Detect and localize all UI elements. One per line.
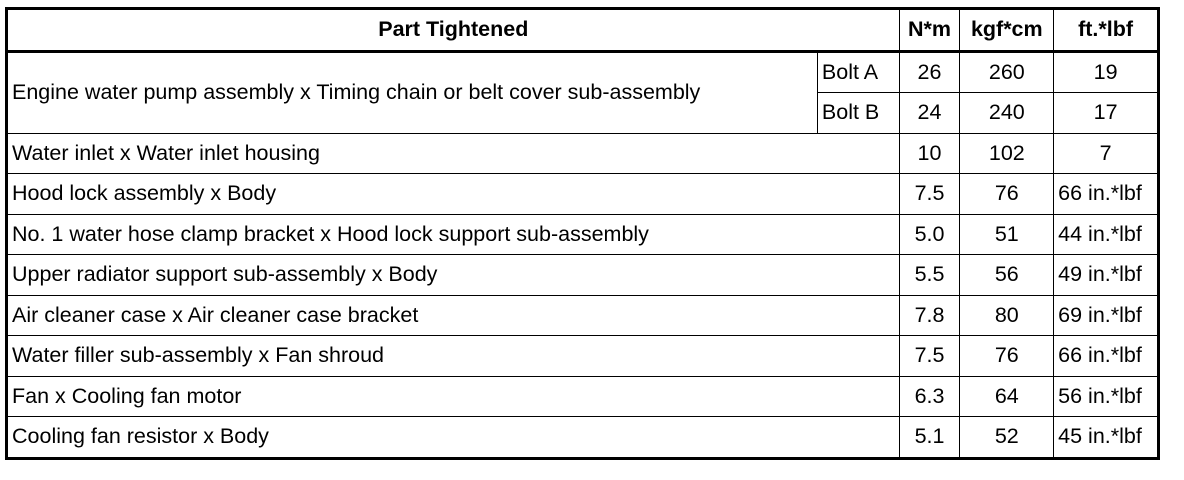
part-name-cell: Air cleaner case x Air cleaner case bracket <box>7 295 900 336</box>
bolt-label-cell: Bolt B <box>817 93 899 134</box>
kgf-cm-cell: 102 <box>960 133 1054 174</box>
kgf-cm-cell: 52 <box>960 417 1054 459</box>
table-row <box>7 214 1159 255</box>
ft-lbf-cell: 69 in.*lbf <box>1054 295 1159 336</box>
ft-lbf-cell: 49 in.*lbf <box>1054 255 1159 296</box>
kgf-cm-cell: 260 <box>960 51 1054 93</box>
header-ft-lbf: ft.*lbf <box>1054 9 1159 52</box>
header-kgf-cm: kgf*cm <box>960 9 1054 52</box>
nm-cell: 5.1 <box>899 417 960 459</box>
kgf-cm-cell: 80 <box>960 295 1054 336</box>
part-name-cell: Engine water pump assembly x Timing chain or belt cover sub-assembly <box>7 51 818 133</box>
nm-cell: 7.8 <box>899 295 960 336</box>
nm-cell: 7.5 <box>899 336 960 377</box>
part-name-cell: Fan x Cooling fan motor <box>7 376 900 417</box>
table-row <box>7 417 1159 459</box>
ft-lbf-cell: 7 <box>1054 133 1159 174</box>
table-row <box>7 295 1159 336</box>
ft-lbf-cell: 17 <box>1054 93 1159 134</box>
ft-lbf-cell: 19 <box>1054 51 1159 93</box>
kgf-cm-cell: 76 <box>960 174 1054 215</box>
nm-cell: 24 <box>899 93 960 134</box>
bolt-label-cell: Bolt A <box>817 51 899 93</box>
kgf-cm-cell: 64 <box>960 376 1054 417</box>
kgf-cm-cell: 56 <box>960 255 1054 296</box>
table-row <box>7 255 1159 296</box>
header-part-tightened: Part Tightened <box>7 9 900 52</box>
ft-lbf-cell: 44 in.*lbf <box>1054 214 1159 255</box>
kgf-cm-cell: 51 <box>960 214 1054 255</box>
table-header-row <box>7 9 1159 52</box>
nm-cell: 7.5 <box>899 174 960 215</box>
header-nm: N*m <box>899 9 960 52</box>
part-name-cell: No. 1 water hose clamp bracket x Hood lock support sub-assembly <box>7 214 900 255</box>
nm-cell: 6.3 <box>899 376 960 417</box>
part-name-cell: Cooling fan resistor x Body <box>7 417 900 459</box>
table-row <box>7 336 1159 377</box>
nm-cell: 26 <box>899 51 960 93</box>
nm-cell: 10 <box>899 133 960 174</box>
table-row <box>7 51 1159 93</box>
table-row <box>7 133 1159 174</box>
ft-lbf-cell: 66 in.*lbf <box>1054 174 1159 215</box>
nm-cell: 5.0 <box>899 214 960 255</box>
ft-lbf-cell: 66 in.*lbf <box>1054 336 1159 377</box>
part-name-cell: Water filler sub-assembly x Fan shroud <box>7 336 900 377</box>
ft-lbf-cell: 45 in.*lbf <box>1054 417 1159 459</box>
torque-specification-table <box>5 7 1160 460</box>
kgf-cm-cell: 240 <box>960 93 1054 134</box>
part-name-cell: Upper radiator support sub-assembly x Body <box>7 255 900 296</box>
table-row <box>7 376 1159 417</box>
part-name-cell: Hood lock assembly x Body <box>7 174 900 215</box>
part-name-cell: Water inlet x Water inlet housing <box>7 133 900 174</box>
ft-lbf-cell: 56 in.*lbf <box>1054 376 1159 417</box>
table-row <box>7 174 1159 215</box>
kgf-cm-cell: 76 <box>960 336 1054 377</box>
nm-cell: 5.5 <box>899 255 960 296</box>
